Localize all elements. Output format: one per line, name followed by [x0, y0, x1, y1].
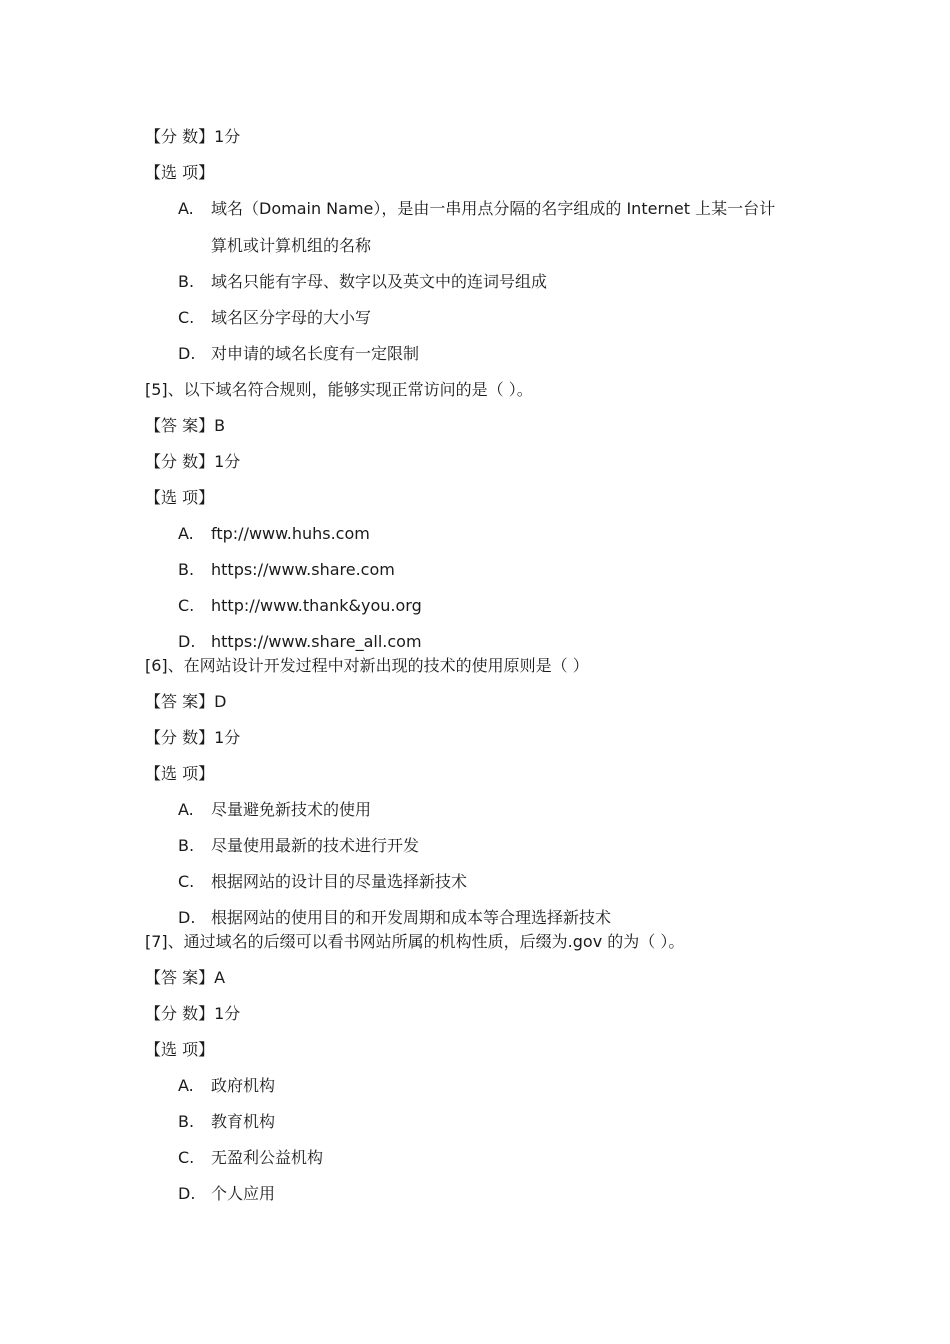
- option-text: 政府机构: [211, 1076, 276, 1095]
- option-text: https://www.share_all.com: [211, 632, 422, 651]
- option-letter: D.: [178, 1184, 196, 1203]
- option-letter: C.: [178, 1148, 195, 1167]
- option-letter: A.: [178, 524, 194, 543]
- options-label: 【选 项】: [145, 764, 215, 783]
- score-line: 【分 数】1分: [145, 728, 241, 747]
- question-text: [5]、以下域名符合规则，能够实现正常访问的是（ ）。: [145, 380, 533, 399]
- option-letter: C.: [178, 308, 195, 327]
- option-text: 域名只能有字母、数字以及英文中的连词号组成: [211, 272, 548, 291]
- option-text: https://www.share.com: [211, 560, 395, 579]
- option-letter: C.: [178, 872, 195, 891]
- options-label: 【选 项】: [145, 163, 215, 182]
- option-letter: D.: [178, 632, 196, 651]
- option-text: 无盈利公益机构: [211, 1148, 324, 1167]
- option-text: 尽量使用最新的技术进行开发: [211, 836, 420, 855]
- option-text: 对申请的域名长度有一定限制: [211, 344, 420, 363]
- option-text: 根据网站的设计目的尽量选择新技术: [211, 872, 468, 891]
- option-text: http://www.thank&you.org: [211, 596, 422, 615]
- options-label: 【选 项】: [145, 488, 215, 507]
- option-letter: B.: [178, 836, 195, 855]
- score-line: 【分 数】1分: [145, 127, 241, 146]
- option-text: 域名区分字母的大小写: [211, 308, 372, 327]
- option-text: 尽量避免新技术的使用: [211, 800, 372, 819]
- score-line: 【分 数】1分: [145, 1004, 241, 1023]
- option-letter: D.: [178, 344, 196, 363]
- score-line: 【分 数】1分: [145, 452, 241, 471]
- option-letter: B.: [178, 272, 195, 291]
- options-label: 【选 项】: [145, 1040, 215, 1059]
- option-text: 根据网站的使用目的和开发周期和成本等合理选择新技术: [211, 908, 612, 927]
- question-text: [7]、通过域名的后缀可以看书网站所属的机构性质，后缀为.gov 的为（ ）。: [145, 932, 685, 951]
- option-letter: D.: [178, 908, 196, 927]
- answer-line: 【答 案】B: [145, 416, 226, 435]
- option-letter: A.: [178, 1076, 194, 1095]
- answer-line: 【答 案】A: [145, 968, 226, 987]
- option-letter: A.: [178, 199, 194, 218]
- option-text-continued: 算机或计算机组的名称: [211, 236, 372, 255]
- option-letter: A.: [178, 800, 194, 819]
- option-text: 教育机构: [211, 1112, 276, 1131]
- option-letter: B.: [178, 560, 195, 579]
- option-text: ftp://www.huhs.com: [211, 524, 370, 543]
- option-letter: B.: [178, 1112, 195, 1131]
- option-text: 域名（Domain Name），是由一串用点分隔的名字组成的 Internet 上某一台计: [211, 199, 776, 218]
- answer-line: 【答 案】D: [145, 692, 227, 711]
- option-letter: C.: [178, 596, 195, 615]
- question-text: [6]、在网站设计开发过程中对新出现的技术的使用原则是（ ）: [145, 656, 589, 675]
- option-text: 个人应用: [211, 1184, 276, 1203]
